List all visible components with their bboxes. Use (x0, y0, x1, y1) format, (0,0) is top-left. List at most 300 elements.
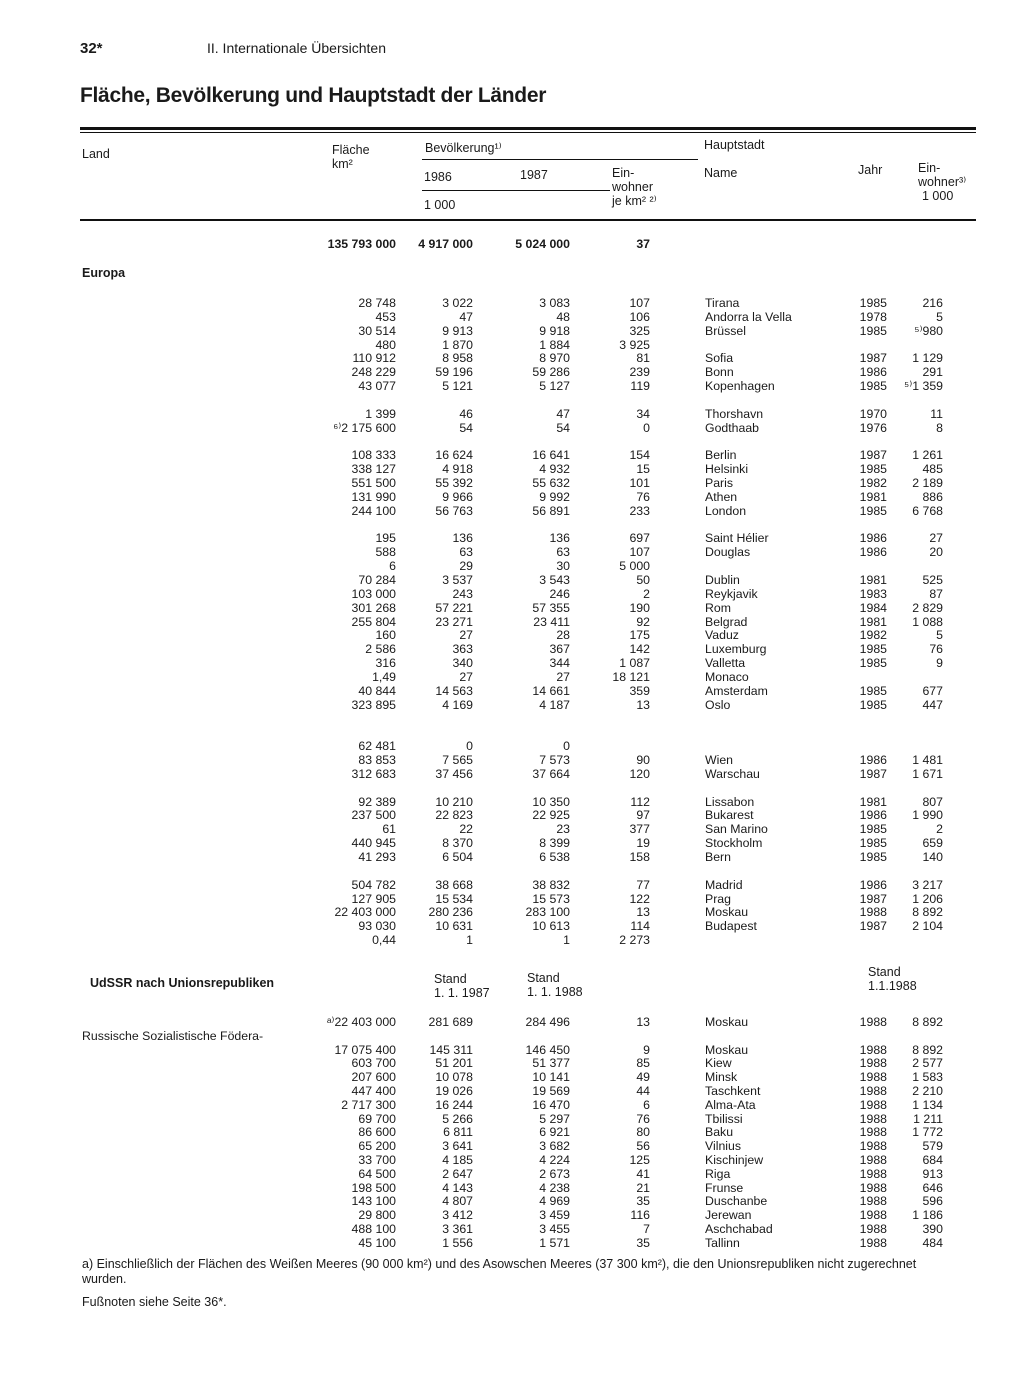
capital-year: 1986 (859, 753, 887, 767)
col-capein-2: wohner³⁾ (918, 175, 967, 189)
capital-population: 2 104 (912, 919, 943, 933)
table-row (0, 628, 1024, 642)
area-value: 45 100 (358, 1236, 396, 1250)
pop-1987-value: 6 921 (539, 1125, 570, 1139)
area-value: 2 717 300 (341, 1098, 396, 1112)
capital-year: 1988 (859, 1043, 887, 1057)
area-value: ᵃ⁾22 403 000 (326, 1015, 396, 1029)
area-value: 93 030 (358, 919, 396, 933)
table-row (0, 642, 1024, 656)
capital-year: 1981 (859, 573, 887, 587)
capital-name: Bern (705, 850, 731, 864)
table-row (0, 310, 1024, 324)
pop-1986-value: 8 958 (442, 351, 473, 365)
capital-year: 1987 (859, 919, 887, 933)
capital-population: ⁵⁾1 359 (904, 379, 943, 393)
pop-1986-value: 16 624 (435, 448, 473, 462)
col-flaeche-unit: km² (332, 157, 353, 171)
capital-name: Moskau (705, 1015, 749, 1029)
area-value: 480 (375, 338, 396, 352)
capital-name: Berlin (705, 448, 737, 462)
area-value: 127 905 (351, 892, 396, 906)
pop-1987-value: 19 569 (532, 1084, 570, 1098)
pop-1986-value: 4 143 (442, 1181, 473, 1195)
pop-1987-value: 4 224 (539, 1153, 570, 1167)
capital-name: Sofia (705, 351, 734, 365)
capital-population: 447 (922, 698, 943, 712)
pop-1986-value: 4 807 (442, 1194, 473, 1208)
pop-1987-value: 1 (563, 933, 570, 947)
density-value: 2 (643, 587, 650, 601)
capital-year: 1988 (859, 1112, 887, 1126)
table-row (0, 1029, 1024, 1043)
col-1986: 1986 (424, 170, 452, 184)
capital-population: 1 990 (912, 808, 943, 822)
pop-1987-value: 9 992 (539, 490, 570, 504)
capital-population: 291 (922, 365, 943, 379)
table-row (0, 338, 1024, 352)
area-value: 338 127 (351, 462, 396, 476)
pop-1986-value: 9 966 (442, 490, 473, 504)
capital-year: 1978 (859, 310, 887, 324)
capital-year: 1981 (859, 490, 887, 504)
capital-year: 1988 (859, 1125, 887, 1139)
capital-year: 1988 (859, 1153, 887, 1167)
capital-population: 9 (936, 656, 943, 670)
area-value: 62 481 (358, 739, 396, 753)
density-value: 119 (630, 379, 650, 393)
pop-1986-value: 281 689 (428, 1015, 473, 1029)
pop-1986-value: 14 563 (435, 684, 473, 698)
pop-1987-value: 5 127 (539, 379, 570, 393)
pop-1986-value: 51 201 (435, 1056, 473, 1070)
footnote-ref: Fußnoten siehe Seite 36*. (82, 1295, 227, 1309)
stand-88-date: 1. 1. 1988 (527, 985, 583, 999)
pop-1986-value: 6 811 (443, 1125, 473, 1139)
capital-year: 1986 (859, 878, 887, 892)
capital-year: 1985 (859, 379, 887, 393)
capital-population: 1 186 (912, 1208, 943, 1222)
total-area: 135 793 000 (327, 237, 396, 251)
area-value: 453 (375, 310, 396, 324)
capital-year: 1988 (859, 905, 887, 919)
total-p87: 5 024 000 (515, 237, 570, 251)
table-row (0, 725, 1024, 739)
stand-cap-label: Stand (868, 965, 901, 979)
pop-1986-value: 27 (459, 628, 473, 642)
capital-population: 2 210 (912, 1084, 943, 1098)
pop-1987-value: 3 682 (539, 1139, 570, 1153)
pop-1986-value: 3 022 (442, 296, 473, 310)
pop-1987-value: 30 (556, 559, 570, 573)
capital-name: Godthaab (705, 421, 760, 435)
capital-name: Duschanbe (705, 1194, 768, 1208)
capital-year: 1988 (859, 1181, 887, 1195)
pop-1987-value: 146 450 (525, 1043, 570, 1057)
density-value: 19 (636, 836, 650, 850)
density-value: 125 (629, 1153, 650, 1167)
table-row (0, 1222, 1024, 1236)
area-value: 83 853 (358, 753, 396, 767)
pop-1987-value: 6 538 (539, 850, 570, 864)
capital-population: 1 088 (912, 615, 943, 629)
pop-1986-value: 145 311 (429, 1043, 473, 1057)
density-value: 90 (636, 753, 650, 767)
pop-1986-value: 54 (459, 421, 473, 435)
table-row (0, 1208, 1024, 1222)
density-value: 6 (643, 1098, 650, 1112)
capital-population: 659 (922, 836, 943, 850)
pop-1986-value: 57 221 (435, 601, 473, 615)
pop-1986-value: 56 763 (435, 504, 473, 518)
capital-name: Bukarest (705, 808, 754, 822)
pop-1987-value: 23 (556, 822, 570, 836)
area-value: 40 844 (358, 684, 396, 698)
density-value: 377 (629, 822, 650, 836)
col-1987: 1987 (520, 168, 548, 182)
pop-1987-value: 9 918 (539, 324, 570, 338)
section-title: II. Internationale Übersichten (207, 40, 386, 56)
density-value: 76 (636, 1112, 650, 1126)
capital-population: 1 772 (912, 1125, 943, 1139)
pop-1987-value: 0 (563, 739, 570, 753)
area-value: 316 (375, 656, 396, 670)
capital-name: Baku (705, 1125, 734, 1139)
pop-1986-value: 2 647 (442, 1167, 473, 1181)
area-value: 108 333 (351, 448, 396, 462)
capital-population: 484 (922, 1236, 943, 1250)
density-value: 114 (630, 919, 650, 933)
table-row (0, 476, 1024, 490)
capital-year: 1985 (859, 822, 887, 836)
density-value: 190 (629, 601, 650, 615)
pop-1986-value: 8 370 (442, 836, 473, 850)
capital-year: 1976 (859, 421, 887, 435)
table-row (0, 1043, 1024, 1057)
area-value: 551 500 (351, 476, 396, 490)
table-row (0, 781, 1024, 795)
pop-1986-value: 3 641 (442, 1139, 473, 1153)
capital-population: 2 (936, 822, 943, 836)
density-value: 120 (629, 767, 650, 781)
pop-1987-value: 1 884 (539, 338, 570, 352)
capital-year: 1981 (859, 795, 887, 809)
capital-name: Stockholm (705, 836, 763, 850)
capital-population: 677 (922, 684, 943, 698)
area-value: 86 600 (358, 1125, 396, 1139)
pop-1987-value: 246 (549, 587, 570, 601)
capital-name: Bonn (705, 365, 734, 379)
area-value: 92 389 (358, 795, 396, 809)
table-row (0, 1084, 1024, 1098)
pop-1986-value: 243 (452, 587, 473, 601)
pop-1987-value: 23 411 (533, 615, 570, 629)
capital-year: 1988 (859, 1208, 887, 1222)
pop-1986-value: 280 236 (428, 905, 473, 919)
area-value: 103 000 (351, 587, 396, 601)
capital-name: Amsterdam (705, 684, 768, 698)
header-bottom-rule (80, 219, 976, 221)
capital-year: 1985 (859, 642, 887, 656)
running-head (80, 40, 386, 57)
capital-population: 596 (922, 1194, 943, 1208)
density-value: 77 (636, 878, 650, 892)
table-row (0, 1167, 1024, 1181)
capital-population: 2 189 (912, 476, 943, 490)
capital-population: 525 (922, 573, 943, 587)
capital-year: 1988 (859, 1084, 887, 1098)
capital-name: Moskau (705, 1043, 749, 1057)
capital-name: Reykjavik (705, 587, 758, 601)
table-row (0, 892, 1024, 906)
density-value: 50 (636, 573, 650, 587)
capital-name: Belgrad (705, 615, 748, 629)
density-value: 101 (629, 476, 650, 490)
capital-year: 1985 (859, 504, 887, 518)
bev-subrule (422, 159, 698, 160)
pop-1987-value: 59 286 (532, 365, 570, 379)
table-row (0, 878, 1024, 892)
table-row (0, 504, 1024, 518)
pop-1987-value: 16 470 (532, 1098, 570, 1112)
density-value: 239 (629, 365, 650, 379)
capital-population: 6 768 (912, 504, 943, 518)
density-value: 13 (636, 698, 650, 712)
density-value: 142 (629, 642, 650, 656)
table-row (0, 933, 1024, 947)
density-value: 122 (629, 892, 650, 906)
area-value: 207 600 (351, 1070, 396, 1084)
capital-name: Vilnius (705, 1139, 742, 1153)
pop-1987-value: 3 083 (539, 296, 570, 310)
capital-year: 1988 (859, 1056, 887, 1070)
pop-1986-value: 59 196 (435, 365, 473, 379)
table-row (0, 753, 1024, 767)
table-row (0, 324, 1024, 338)
unit-subrule (422, 190, 610, 191)
capital-year: 1982 (859, 628, 887, 642)
pop-1987-value: 14 661 (532, 684, 570, 698)
table-row (0, 656, 1024, 670)
table-row (0, 1181, 1024, 1195)
table-row (0, 739, 1024, 753)
table-row (0, 1056, 1024, 1070)
europa-heading: Europa (82, 266, 126, 280)
pop-1986-value: 9 913 (442, 324, 473, 338)
table-row (0, 448, 1024, 462)
area-value: 198 500 (351, 1181, 396, 1195)
area-value: 244 100 (351, 504, 396, 518)
area-value: 64 500 (358, 1167, 396, 1181)
area-value: 69 700 (358, 1112, 396, 1126)
table-row (0, 351, 1024, 365)
area-value: 110 912 (352, 351, 396, 365)
area-value: 312 683 (351, 767, 396, 781)
area-value: 237 500 (351, 808, 396, 822)
capital-name: Rom (705, 601, 731, 615)
area-value: ⁶⁾2 175 600 (333, 421, 396, 435)
pop-1986-value: 3 361 (442, 1222, 473, 1236)
area-value: 61 (382, 822, 396, 836)
capital-year: 1986 (859, 365, 887, 379)
pop-1986-value: 22 823 (435, 808, 473, 822)
pop-1987-value: 51 377 (532, 1056, 570, 1070)
pop-1987-value: 5 297 (539, 1112, 570, 1126)
area-value: 195 (375, 531, 396, 545)
table-row (0, 531, 1024, 545)
capital-population: 216 (922, 296, 943, 310)
table-row (0, 767, 1024, 781)
table-row (0, 822, 1024, 836)
density-value: 56 (636, 1139, 650, 1153)
density-value: 92 (636, 615, 650, 629)
pop-1987-value: 48 (556, 310, 570, 324)
capital-year: 1981 (859, 615, 887, 629)
stand-cap-date: 1.1.1988 (868, 979, 917, 993)
stand-88-label: Stand (527, 971, 560, 985)
pop-1987-value: 1 571 (539, 1236, 570, 1250)
pop-1987-value: 63 (556, 545, 570, 559)
col-ein-3: je km² ²⁾ (612, 194, 657, 208)
table-row (0, 615, 1024, 629)
pop-1987-value: 3 455 (539, 1222, 570, 1236)
table-row (0, 919, 1024, 933)
density-value: 107 (629, 296, 650, 310)
table-row (0, 808, 1024, 822)
capital-name: Kopenhagen (705, 379, 775, 393)
capital-population: 1 206 (912, 892, 943, 906)
area-value: 0,44 (372, 933, 396, 947)
area-value: 440 945 (351, 836, 396, 850)
col-capein-3: 1 000 (922, 189, 954, 203)
capital-name: Andorra la Vella (705, 310, 792, 324)
footnote-a-line1: a) Einschließlich der Flächen des Weißen Meeres (90 000 km²) und des Asowschen Meeres (37 300 km²), die den Unionsrepubliken nicht zugerechnet (82, 1257, 917, 1271)
capital-name: Budapest (705, 919, 757, 933)
density-value: 76 (636, 490, 650, 504)
capital-population: 886 (922, 490, 943, 504)
capital-name: Thorshavn (705, 407, 764, 421)
table-row (0, 559, 1024, 573)
pop-1987-value: 37 664 (532, 767, 570, 781)
area-value: 17 075 400 (334, 1043, 396, 1057)
pop-1986-value: 4 169 (442, 698, 473, 712)
density-value: 13 (636, 905, 650, 919)
col-ein-2: wohner (612, 180, 653, 194)
capital-name: Riga (705, 1167, 731, 1181)
pop-1986-value: 38 668 (435, 878, 473, 892)
capital-name: Valletta (705, 656, 746, 670)
capital-name: Monaco (705, 670, 749, 684)
capital-name: Jerewan (705, 1208, 752, 1222)
pop-1986-value: 1 (466, 933, 473, 947)
area-value: 447 400 (351, 1084, 396, 1098)
pop-1987-value: 4 238 (539, 1181, 570, 1195)
capital-population: 485 (922, 462, 943, 476)
table-row (0, 518, 1024, 532)
capital-population: 1 134 (912, 1098, 943, 1112)
col-ein-1: Ein- (612, 166, 635, 180)
pop-1987-value: 136 (549, 531, 570, 545)
pop-1987-value: 4 932 (539, 462, 570, 476)
area-value: 65 200 (358, 1139, 396, 1153)
capital-year: 1988 (859, 1222, 887, 1236)
pop-1987-value: 284 496 (525, 1015, 570, 1029)
capital-year: 1988 (859, 1236, 887, 1250)
pop-1986-value: 10 631 (435, 919, 473, 933)
capital-population: 5 (936, 310, 943, 324)
pop-1987-value: 47 (556, 407, 570, 421)
pop-1987-value: 367 (549, 642, 570, 656)
capital-name: Oslo (705, 698, 731, 712)
capital-population: 807 (922, 795, 943, 809)
density-value: 5 000 (619, 559, 650, 573)
area-value: 255 804 (351, 615, 396, 629)
pop-1986-value: 10 210 (435, 795, 473, 809)
table-row (0, 1236, 1024, 1250)
pop-1986-value: 47 (459, 310, 473, 324)
capital-year: 1985 (859, 296, 887, 310)
capital-population: 20 (929, 545, 943, 559)
table-row (0, 1015, 1024, 1029)
pop-1987-value: 2 673 (539, 1167, 570, 1181)
pop-1987-value: 344 (549, 656, 570, 670)
area-value: 160 (375, 628, 396, 642)
col-hauptstadt: Hauptstadt (704, 138, 765, 152)
pop-1986-value: 46 (459, 407, 473, 421)
density-value: 1 087 (619, 656, 650, 670)
pop-1986-value: 6 504 (442, 850, 473, 864)
pop-1987-value: 27 (556, 670, 570, 684)
page-number: 32* (80, 40, 103, 57)
table-row (0, 1153, 1024, 1167)
capital-population: 1 481 (912, 753, 943, 767)
density-value: 34 (636, 407, 650, 421)
density-value: 97 (636, 808, 650, 822)
capital-year: 1988 (859, 1015, 887, 1029)
pop-1987-value: 10 613 (532, 919, 570, 933)
pop-1986-value: 1 870 (442, 338, 473, 352)
pop-1986-value: 3 537 (442, 573, 473, 587)
density-value: 41 (636, 1167, 650, 1181)
area-value: 248 229 (351, 365, 396, 379)
table-row (0, 545, 1024, 559)
density-value: 359 (629, 684, 650, 698)
capital-name: Minsk (705, 1070, 738, 1084)
col-name: Name (704, 166, 738, 180)
capital-population: 684 (922, 1153, 943, 1167)
density-value: 2 273 (619, 933, 650, 947)
capital-name: Paris (705, 476, 734, 490)
density-value: 107 (629, 545, 650, 559)
capital-year: 1987 (859, 892, 887, 906)
capital-population: 390 (922, 1222, 943, 1236)
pop-1986-value: 4 918 (442, 462, 473, 476)
capital-year: 1970 (859, 407, 887, 421)
table-row (0, 905, 1024, 919)
pop-1987-value: 7 573 (539, 753, 570, 767)
density-value: 233 (629, 504, 650, 518)
capital-year: 1988 (859, 1098, 887, 1112)
pop-1986-value: 63 (459, 545, 473, 559)
capital-name: Vaduz (705, 628, 739, 642)
area-value: 29 800 (358, 1208, 396, 1222)
area-value: 588 (375, 545, 396, 559)
pop-1987-value: 3 543 (539, 573, 570, 587)
capital-name: Athen (705, 490, 738, 504)
table-row (0, 864, 1024, 878)
density-value: 175 (629, 628, 650, 642)
table-row (0, 379, 1024, 393)
